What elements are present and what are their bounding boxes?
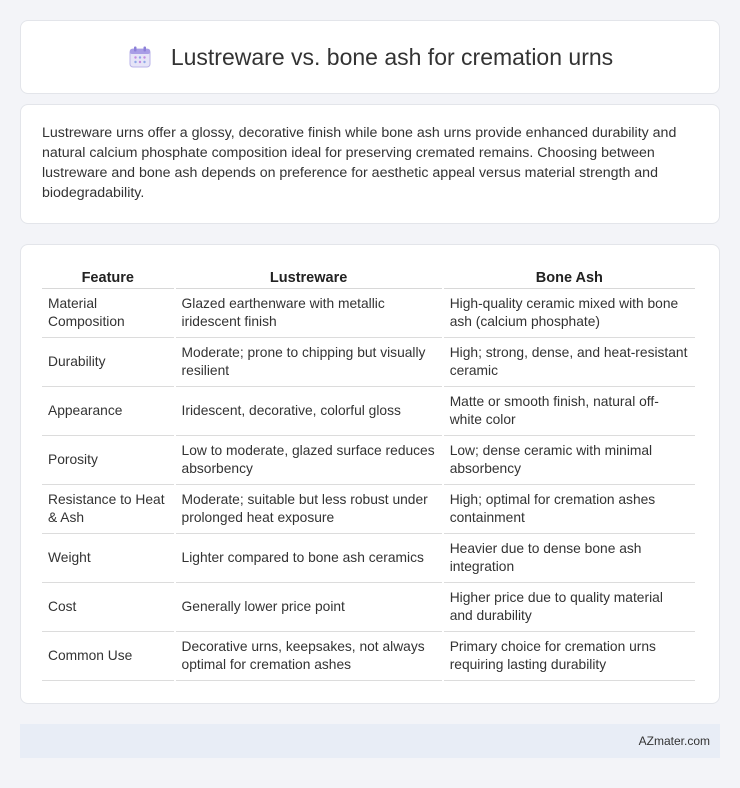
footer: [20, 724, 720, 758]
bone-ash-cell: High; strong, dense, and heat-resistant ceramic: [444, 338, 695, 387]
intro-text: Lustreware urns offer a glossy, decorative finish while bone ash urns provide enhanced durability and natural calcium phosphate composition ideal for preserving cremated remains. Choosing between lustreware and bone ash depends on preference for aesthetic appeal versus material strength and biodegradability.: [42, 125, 677, 201]
lustreware-cell: Moderate; suitable but less robust under prolonged heat exposure: [176, 485, 442, 534]
table-row: [42, 387, 695, 436]
lustreware-cell: Decorative urns, keepsakes, not always optimal for cremation ashes: [176, 632, 442, 681]
footer-site-link[interactable]: AZmater.com: [638, 734, 710, 748]
title-card: [20, 20, 720, 94]
table-row: [42, 436, 695, 485]
lustreware-cell: Low to moderate, glazed surface reduces absorbency: [176, 436, 442, 485]
feature-cell: Durability: [42, 338, 174, 387]
calendar-icon: [127, 44, 153, 70]
lustreware-cell: Iridescent, decorative, colorful gloss: [176, 387, 442, 436]
header-feature: Feature: [42, 265, 174, 289]
bone-ash-cell: Higher price due to quality material and durability: [444, 583, 695, 632]
bone-ash-cell: High-quality ceramic mixed with bone ash (calcium phosphate): [444, 289, 695, 338]
comparison-table-card: [20, 244, 720, 704]
table-row: [42, 632, 695, 681]
bone-ash-cell: Matte or smooth finish, natural off-white color: [444, 387, 695, 436]
lustreware-cell: Moderate; prone to chipping but visually resilient: [176, 338, 442, 387]
comparison-table: [40, 265, 697, 681]
table-row: [42, 583, 695, 632]
lustreware-cell: Generally lower price point: [176, 583, 442, 632]
table-header-row: [42, 265, 695, 289]
header-lustreware: Lustreware: [176, 265, 442, 289]
header-bone-ash: Bone Ash: [444, 265, 695, 289]
feature-cell: Material Composition: [42, 289, 174, 338]
bone-ash-cell: Heavier due to dense bone ash integration: [444, 534, 695, 583]
bone-ash-cell: High; optimal for cremation ashes containment: [444, 485, 695, 534]
bone-ash-cell: Primary choice for cremation urns requiring lasting durability: [444, 632, 695, 681]
intro-card: [20, 104, 720, 224]
feature-cell: Weight: [42, 534, 174, 583]
feature-cell: Resistance to Heat & Ash: [42, 485, 174, 534]
feature-cell: Porosity: [42, 436, 174, 485]
table-row: [42, 338, 695, 387]
bone-ash-cell: Low; dense ceramic with minimal absorbency: [444, 436, 695, 485]
feature-cell: Cost: [42, 583, 174, 632]
table-row: [42, 534, 695, 583]
page-title: Lustreware vs. bone ash for cremation urns: [170, 43, 614, 70]
feature-cell: Common Use: [42, 632, 174, 681]
table-row: [42, 289, 695, 338]
feature-cell: Appearance: [42, 387, 174, 436]
lustreware-cell: Glazed earthenware with metallic iridescent finish: [176, 289, 442, 338]
table-row: [42, 485, 695, 534]
lustreware-cell: Lighter compared to bone ash ceramics: [176, 534, 442, 583]
